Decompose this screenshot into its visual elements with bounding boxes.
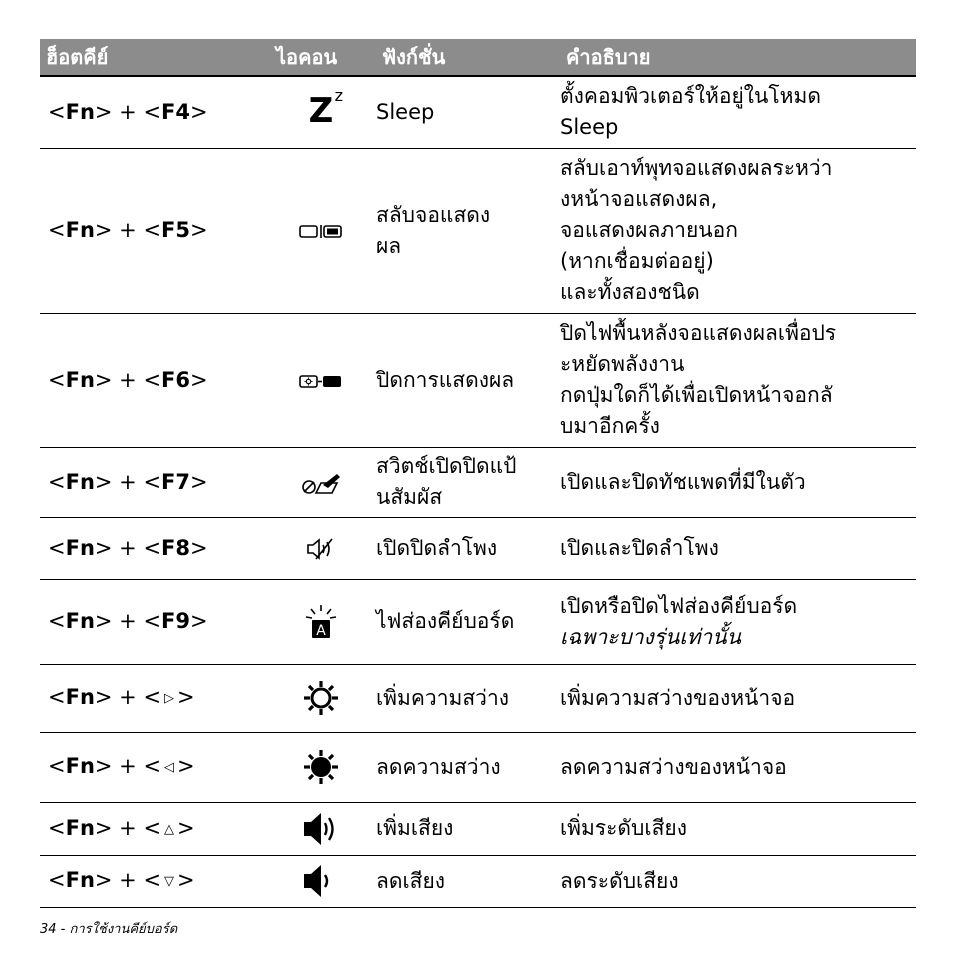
table-row — [40, 313, 916, 447]
description-cell: เพิ่มความสว่างของหน้าจอ — [560, 664, 916, 732]
hotkey-cell: <Fn> + <F8> — [40, 517, 276, 579]
function-cell: สลับจอแสดง ผล — [376, 148, 560, 313]
hotkey-cell: <Fn> + < ▷ > — [40, 664, 276, 732]
svg-text:A: A — [316, 622, 326, 639]
hotkey-cell: <Fn> + < ◁ > — [40, 732, 276, 802]
description-cell: ปิดไฟพื้นหลังจอแสดงผลเพื่อปร ะหยัดพลังงาน กดปุ่มใดก็ได้เพื่อเปิดหน้าจอกลั บมาอีกครั้ง — [560, 313, 916, 447]
description-cell: ตั้งคอมพิวเตอร์ให้อยู่ในโหมด Sleep — [560, 76, 916, 148]
function-cell: สวิตช์เปิดปิดแป้ นสัมผัส — [376, 447, 560, 517]
header-icon: ไอคอน — [276, 39, 376, 76]
function-cell: ปิดการแสดงผล — [376, 313, 560, 447]
function-cell: Sleep — [376, 76, 560, 148]
table-row — [40, 802, 916, 855]
description-cell: เปิดและปิดทัชแพดที่มีในตัว — [560, 447, 916, 517]
table-row — [40, 855, 916, 907]
table-row — [40, 732, 916, 802]
display-off-icon — [276, 313, 376, 447]
function-cell: เปิดปิดลำโพง — [376, 517, 560, 579]
keyboard-backlight-icon — [276, 579, 376, 664]
hotkey-table — [40, 39, 916, 908]
sleep-zz-icon: Z z — [276, 76, 376, 148]
function-cell: ลดความสว่าง — [376, 732, 560, 802]
hotkey-cell: <Fn> + < ▽ > — [40, 855, 276, 907]
volume-up-icon — [276, 802, 376, 855]
speaker-mute-icon — [276, 517, 376, 579]
table-header-row — [40, 39, 916, 76]
description-cell: ลดระดับเสียง — [560, 855, 916, 907]
hotkey-cell: <Fn> + < △ > — [40, 802, 276, 855]
hotkey-cell: <Fn> + <F6> — [40, 313, 276, 447]
hotkey-cell: <Fn> + <F9> — [40, 579, 276, 664]
description-cell: ลดความสว่างของหน้าจอ — [560, 732, 916, 802]
volume-down-icon — [276, 855, 376, 907]
table-row — [40, 447, 916, 517]
display-toggle-icon — [276, 148, 376, 313]
touchpad-toggle-icon — [276, 447, 376, 517]
hotkey-cell: <Fn> + <F5> — [40, 148, 276, 313]
description-cell: เพิ่มระดับเสียง — [560, 802, 916, 855]
table-row — [40, 517, 916, 579]
hotkey-cell: <Fn> + <F4> — [40, 76, 276, 148]
header-hotkey: ฮ็อตคีย์ — [40, 39, 276, 76]
page-footer: 34 - การใช้งานคีย์บอร์ด — [40, 922, 178, 937]
description-cell: เปิดและปิดลำโพง — [560, 517, 916, 579]
function-cell: เพิ่มความสว่าง — [376, 664, 560, 732]
hotkey-cell: <Fn> + <F7> — [40, 447, 276, 517]
table-row — [40, 579, 916, 664]
table-row — [40, 148, 916, 313]
brightness-down-icon — [276, 732, 376, 802]
function-cell: ไฟส่องคีย์บอร์ด — [376, 579, 560, 664]
header-description: คำอธิบาย — [560, 39, 916, 76]
function-cell: ลดเสียง — [376, 855, 560, 907]
description-cell: เปิดหรือปิดไฟส่องคีย์บอร์ด เฉพาะบางรุ่นเท่านั้น — [560, 579, 916, 664]
description-cell: สลับเอาท์พุทจอแสดงผลระหว่า งหน้าจอแสดงผล, จอแสดงผลภายนอก (หากเชื่อมต่ออยู่) และทั้งสองชนิด — [560, 148, 916, 313]
header-function: ฟังก์ชั่น — [376, 39, 560, 76]
table-row — [40, 664, 916, 732]
table-row — [40, 76, 916, 148]
brightness-up-icon — [276, 664, 376, 732]
function-cell: เพิ่มเสียง — [376, 802, 560, 855]
